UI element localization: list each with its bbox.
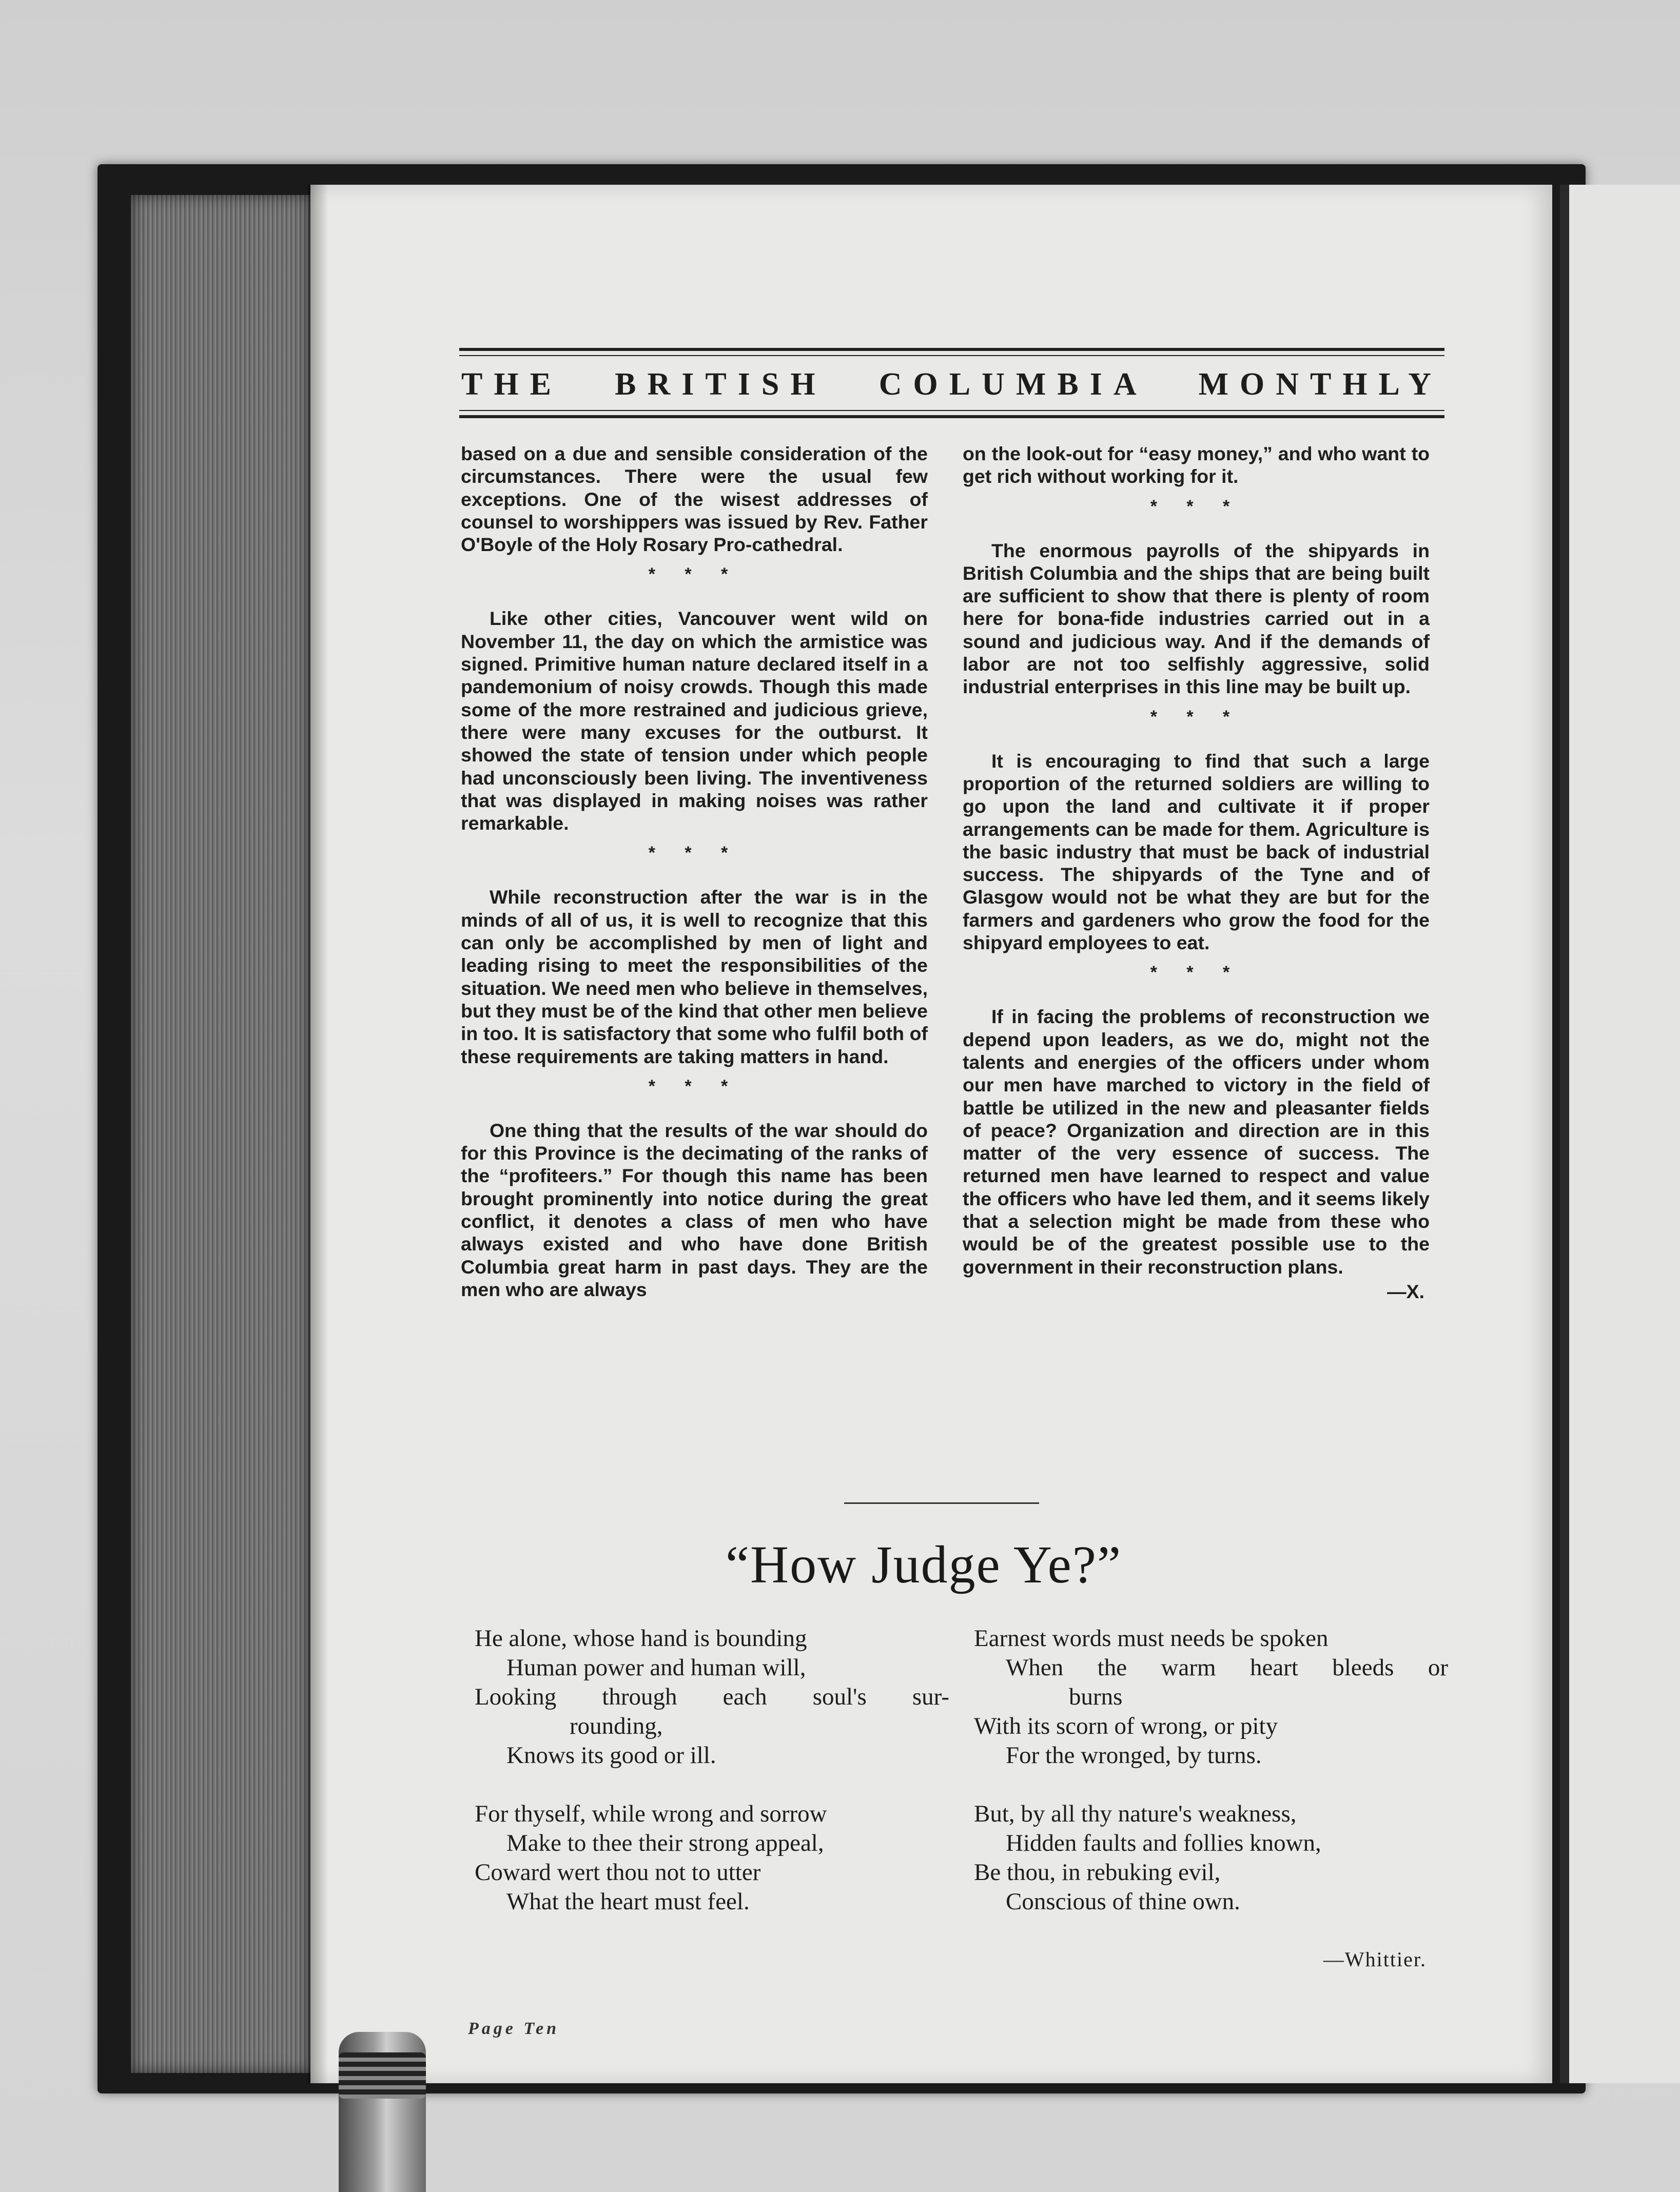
poem-line: Make to thee their strong appeal, [506,1830,824,1856]
poem-line: For the wronged, by turns. [1006,1742,1262,1769]
masthead-bottom-thin-rule [459,410,1444,411]
poem-divider [844,1502,1039,1504]
paragraph: One thing that the results of the war should do for this Province is the decimating of the ranks of the “profiteers.” For though this name has been brought prominently into notice during the great conflict, it denotes a class of men who have always existed and who have done British Columbia great harm in past days. They are the men who are always [461,1119,928,1300]
masthead-bottom-rule [459,415,1444,418]
paragraph: The enormous payrolls of the shipyards in British Columbia and the ships that are being built are sufficient to show that there is plenty of room here for bona-fide industries carried out in a sound and judicious way. And if the demands of labor are not too selfishly aggressive, solid industrial enterprises in this line may be built up. [963,539,1430,698]
poem-line: Conscious of thine own. [1006,1888,1240,1915]
poem-line: He alone, whose hand is bounding [475,1625,807,1652]
poem-line: Earnest words must needs be spoken [974,1625,1329,1652]
poem-line: Be thou, in rebuking evil, [974,1859,1221,1886]
poem-line: Coward wert thou not to utter [475,1859,761,1886]
poem-line: But, by all thy nature's weakness, [974,1800,1297,1827]
poem-stanza [475,1799,962,1916]
poem-right-column [974,1624,1461,1946]
poem-stanza [974,1799,1461,1916]
gutter-shadow [308,185,328,2083]
poem-line: Human power and human will, [506,1654,806,1681]
section-separator: * * * [648,564,740,584]
masthead-title: THE BRITISH COLUMBIA MONTHLY [461,367,1442,402]
poem-author: —Whittier. [1323,1948,1427,1971]
right-text-column [963,442,1430,1303]
poem-line: For thyself, while wrong and sorrow [475,1800,827,1827]
paragraph: Like other cities, Vancouver went wild on November 11, the day on which the armistice was signed. Primitive human nature declared itself in a pandemonium of noisy crowds. Though this made some of the more restrained and judicious grieve, there were many excuses for the outburst. It showed the state of tension under which people had unconsciously been living. The inventiveness that was displayed in making noises was rather remarkable. [461,608,928,834]
section-separator: * * * [1150,707,1242,727]
page-number: Page Ten [468,2019,560,2038]
masthead [459,348,1444,418]
poem-line: When the warm heart bleeds or [1006,1654,1448,1681]
poem-line: burns [1069,1684,1123,1710]
masthead-top-rule [459,348,1444,351]
poem-line: Hidden faults and follies known, [1006,1830,1321,1856]
paragraph: based on a due and sensible consideration of the circumstances. There were the usual few exceptions. One of the wisest addresses of counsel to worshippers was issued by Rev. Father O'Boyle of the Holy Rosary Pro-cathedral. [461,443,928,556]
poem-stanza [475,1624,962,1770]
poem-title: “How Judge Ye?” [725,1535,1122,1594]
section-separator: * * * [1150,496,1242,516]
article-signature: —X. [1387,1280,1424,1302]
pencil [339,2032,426,2192]
poem-line: What the heart must feel. [506,1888,750,1915]
poem-line: Knows its good or ill. [506,1742,716,1769]
poem-stanza [974,1624,1461,1770]
left-text-column [461,442,928,1301]
paragraph: While reconstruction after the war is in the minds of all of us, it is well to recognize that this can only be accomplished by men of light and leading rising to meet the responsibilities of the situation. We need men who believe in themselves, but they must be of the kind that other men believe in too. It is satisfactory that some who fulfil both of these requirements are taking matters in hand. [461,886,928,1067]
facing-page-edge [1560,185,1680,2083]
poem-left-column [475,1624,962,1946]
section-separator: * * * [648,1076,740,1096]
poem-line: Looking through each soul's sur- [475,1684,949,1710]
poem-line: rounding, [570,1713,663,1739]
pencil-band [339,2052,426,2099]
poem-line: With its scorn of wrong, or pity [974,1713,1278,1739]
paragraph: on the look-out for “easy money,” and who want to get rich without working for it. [963,443,1430,487]
page-edges [131,195,310,2073]
paragraph: It is encouraging to find that such a large proportion of the returned soldiers are willing to go upon the land and cultivate it if proper arrangements can be made for them. Agriculture is the basic industry that must be back of industrial success. The shipyards of the Tyne and of Glasgow would not be what they are but for the farmers and gardeners who grow the food for the shipyard employees to eat. [963,750,1430,954]
section-separator: * * * [648,843,740,863]
paragraph: If in facing the problems of reconstruction we depend upon leaders, as we do, might not the talents and energies of the officers under whom our men have marched to victory in the field of battle be utilized in the new and pleasanter fields of peace? Organization and direction are in this matter of the very essence of success. The returned men have learned to respect and value the officers who have led them, and it seems likely that a selection might be made from these who would be of the greatest possible use to the government in their reconstruction plans. [963,1006,1430,1278]
section-separator: * * * [1150,963,1242,983]
